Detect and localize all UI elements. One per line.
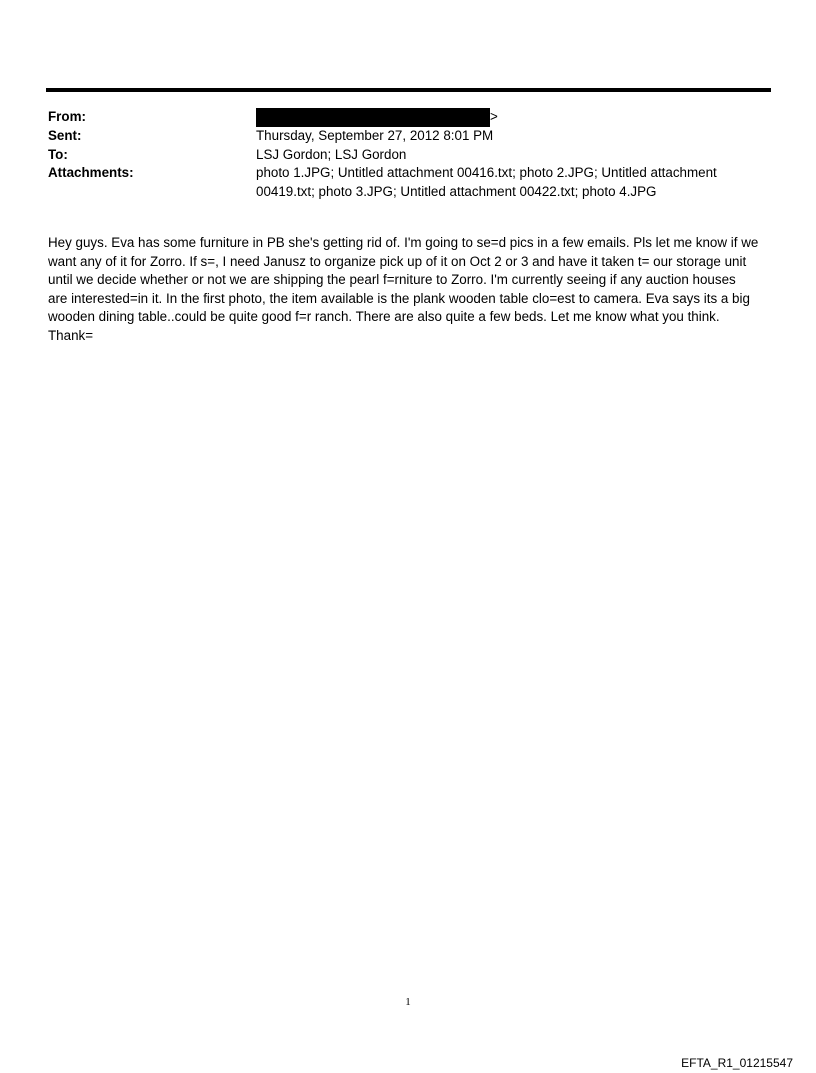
document-id: EFTA_R1_01215547 — [681, 1056, 793, 1070]
attachments-value — [256, 164, 768, 201]
body-line: until we decide whether or not we are shipping the pearl f=rniture to Zorro. I'm currently seeing if any auction houses — [48, 272, 736, 288]
page-number: 1 — [405, 996, 411, 1008]
body-line: Hey guys. Eva has some furniture in PB she's getting rid of. I'm going to se=d pics in a few emails. Pls let me know if we — [48, 235, 759, 250]
to-label: To: — [48, 146, 68, 162]
email-body — [48, 234, 774, 346]
email-header — [48, 108, 768, 201]
from-row — [48, 108, 768, 127]
body-line: wooden dining table..could be quite good f=r ranch. There are also quite a few beds. Let me know what you think. — [48, 309, 720, 325]
sent-row — [48, 127, 768, 146]
body-line: are interested=in it. In the first photo, the item available is the plank wooden table clo=est to camera. Eva says its a big — [48, 290, 750, 306]
sent-value: Thursday, September 27, 2012 8:01 PM — [256, 128, 494, 143]
body-line: want any of it for Zorro. If s=, I need Janusz to organize pick up of it on Oct 2 or 3 and have it taken t= our storage unit — [48, 253, 747, 269]
attachments-line: 00419.txt; photo 3.JPG; Untitled attachment 00422.txt; photo 4.JPG — [256, 183, 657, 199]
from-label: From: — [48, 109, 86, 124]
to-value: LSJ Gordon; LSJ Gordon — [256, 146, 407, 162]
body-line: Thank= — [48, 327, 94, 343]
header-rule — [46, 88, 771, 92]
attachments-label: Attachments: — [48, 165, 134, 180]
to-row — [48, 146, 768, 165]
attachments-row — [48, 164, 768, 201]
from-suffix: > — [490, 109, 498, 124]
redaction-block — [256, 108, 490, 127]
attachments-line: photo 1.JPG; Untitled attachment 00416.txt; photo 2.JPG; Untitled attachment — [256, 165, 717, 180]
from-value — [256, 108, 768, 127]
sent-label: Sent: — [48, 128, 82, 143]
